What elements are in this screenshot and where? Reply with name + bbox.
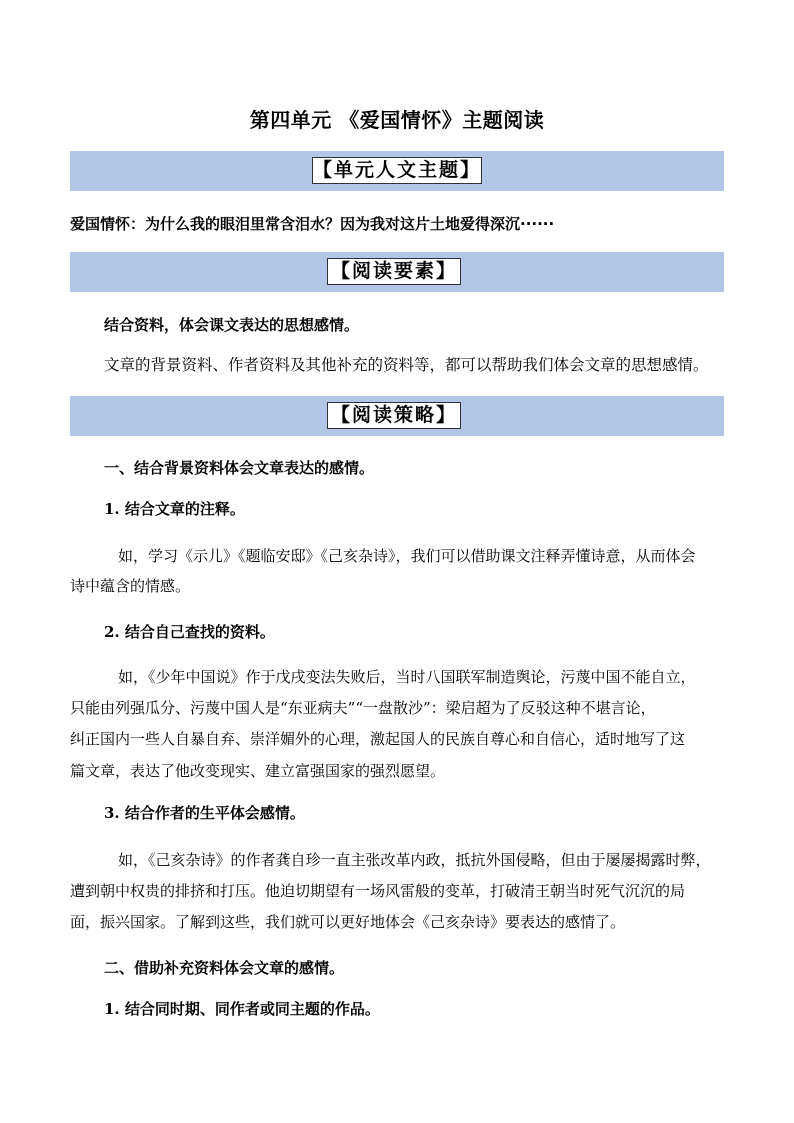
part2-item1-title: 1. 结合同时期、同作者或同主题的作品。 bbox=[104, 1000, 380, 1018]
part1-title: 一、结合背景资料体会文章表达的感情。 bbox=[104, 459, 375, 477]
page-title: 第四单元 《爱国情怀》主题阅读 bbox=[249, 108, 545, 132]
section-band-theme bbox=[70, 151, 724, 191]
section-band-elements bbox=[70, 252, 724, 292]
item2-line: 篇文章，表达了他改变现实、建立富强国家的强烈愿望。 bbox=[70, 762, 446, 780]
theme-text: 爱国情怀：为什么我的眼泪里常含泪水？因为我对这片土地爱得深沉······ bbox=[70, 215, 555, 233]
item1-line: 诗中蕴含的情感。 bbox=[70, 577, 191, 595]
section-band-strategy bbox=[70, 396, 724, 436]
item1-line: 如，学习《示儿》《题临安邸》《己亥杂诗》，我们可以借助课文注释弄懂诗意，从而体会 bbox=[118, 547, 696, 565]
item2-line: 如，《少年中国说》作于戊戌变法失败后，当时八国联军制造舆论，污蔑中国不能自立， bbox=[118, 668, 696, 686]
item3-title: 3. 结合作者的生平体会感情。 bbox=[104, 804, 305, 822]
part2-title: 二、借助补充资料体会文章的感情。 bbox=[104, 959, 345, 977]
item3-line: 遭到朝中权贵的排挤和打压。他迫切期望有一场风雷般的变革，打破清王朝当时死气沉沉的局 bbox=[70, 882, 686, 900]
item2-line: 纠正国内一些人自暴自弃、崇洋媚外的心理，激起国人的民族自尊心和自信心，适时地写了这 bbox=[70, 730, 686, 748]
elements-point: 结合资料，体会课文表达的思想感情。 bbox=[104, 316, 360, 334]
elements-text: 文章的背景资料、作者资料及其他补充的资料等，都可以帮助我们体会文章的思想感情。 bbox=[104, 356, 709, 374]
section-heading-theme: 【单元人文主题】 bbox=[312, 157, 482, 184]
item3-line: 面，振兴国家。了解到这些，我们就可以更好地体会《己亥杂诗》要表达的感情了。 bbox=[70, 913, 626, 931]
section-heading-strategy: 【阅读策略】 bbox=[327, 402, 461, 429]
item3-line: 如，《己亥杂诗》的作者龚自珍一直主张改革内政，抵抗外国侵略，但由于屡屡揭露时弊， bbox=[118, 851, 711, 869]
section-heading-elements: 【阅读要素】 bbox=[327, 258, 461, 285]
item2-line: 只能由列强瓜分、污蔑中国人是“东亚病夫”“一盘散沙”：梁启超为了反驳这种不堪言论， bbox=[70, 699, 656, 717]
item1-title: 1. 结合文章的注释。 bbox=[104, 500, 245, 518]
item2-title: 2. 结合自己查找的资料。 bbox=[104, 623, 275, 641]
